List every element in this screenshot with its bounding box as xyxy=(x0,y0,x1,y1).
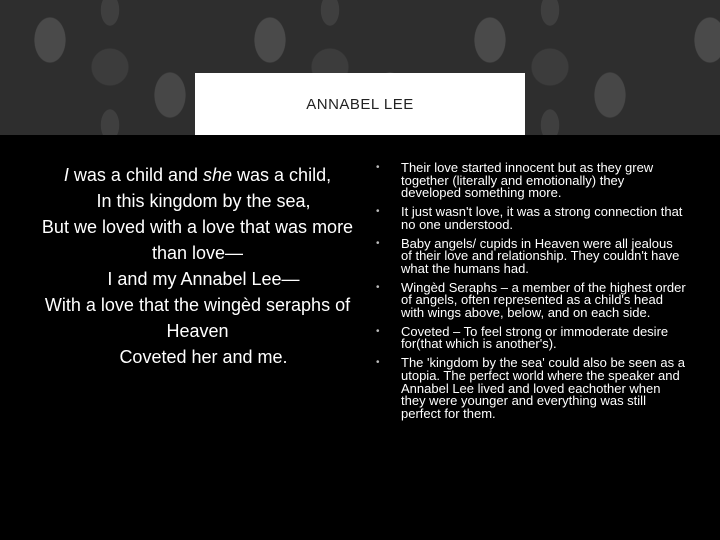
poem-line-5: With a love that the wingèd seraphs of Heaven xyxy=(44,295,351,341)
poem-line-1 xyxy=(40,162,355,188)
note-text: Their love started innocent but as they grew together (literally and emotionally) they developed something more. xyxy=(401,160,654,201)
poem-text: was a child, xyxy=(232,165,332,185)
list-item xyxy=(368,162,686,200)
note-text: It just wasn't love, it was a strong connection that no one understood. xyxy=(401,204,683,232)
poem-word-she: she xyxy=(203,165,233,185)
note-text: The 'kingdom by the sea' could also be seen as a utopia. The perfect world where the speaker and Annabel Lee lived and loved eachother when they were younger and everything was still perfect for them. xyxy=(401,355,685,421)
bullet-icon: • xyxy=(376,357,380,369)
bullet-icon: • xyxy=(376,206,380,218)
poem-line-4: I and my Annabel Lee— xyxy=(107,269,300,289)
bullet-icon: • xyxy=(376,162,380,173)
poem-text: was a child and xyxy=(68,165,203,185)
note-text: Coveted – To feel strong or immoderate desire for(that which is another's). xyxy=(401,323,669,352)
list-item xyxy=(368,206,686,231)
list-item xyxy=(368,323,686,352)
poem-line-2: In this kingdom by the sea, xyxy=(96,191,311,211)
slide-title: ANNABEL LEE xyxy=(306,95,414,113)
list-item xyxy=(368,279,686,321)
note-text: Baby angels/ cupids in Heaven were all jealous of their love and relationship. They couldn't have what the humans had. xyxy=(401,235,680,276)
poem-excerpt xyxy=(40,162,355,370)
list-item xyxy=(368,235,686,276)
bullet-icon: • xyxy=(376,325,380,337)
note-text: Wingèd Seraphs – a member of the highest order of angels, often represented as a child's head with wings above, below, and on each side. xyxy=(401,279,686,321)
title-box xyxy=(195,73,525,135)
notes-list xyxy=(368,162,686,427)
bullet-icon: • xyxy=(376,237,380,249)
poem-word-i: I xyxy=(63,165,69,185)
bullet-icon: • xyxy=(376,281,380,293)
list-item xyxy=(368,357,686,421)
poem-line-6: Coveted her and me. xyxy=(119,347,288,367)
poem-line-3: But we loved with a love that was more than love— xyxy=(41,217,354,263)
